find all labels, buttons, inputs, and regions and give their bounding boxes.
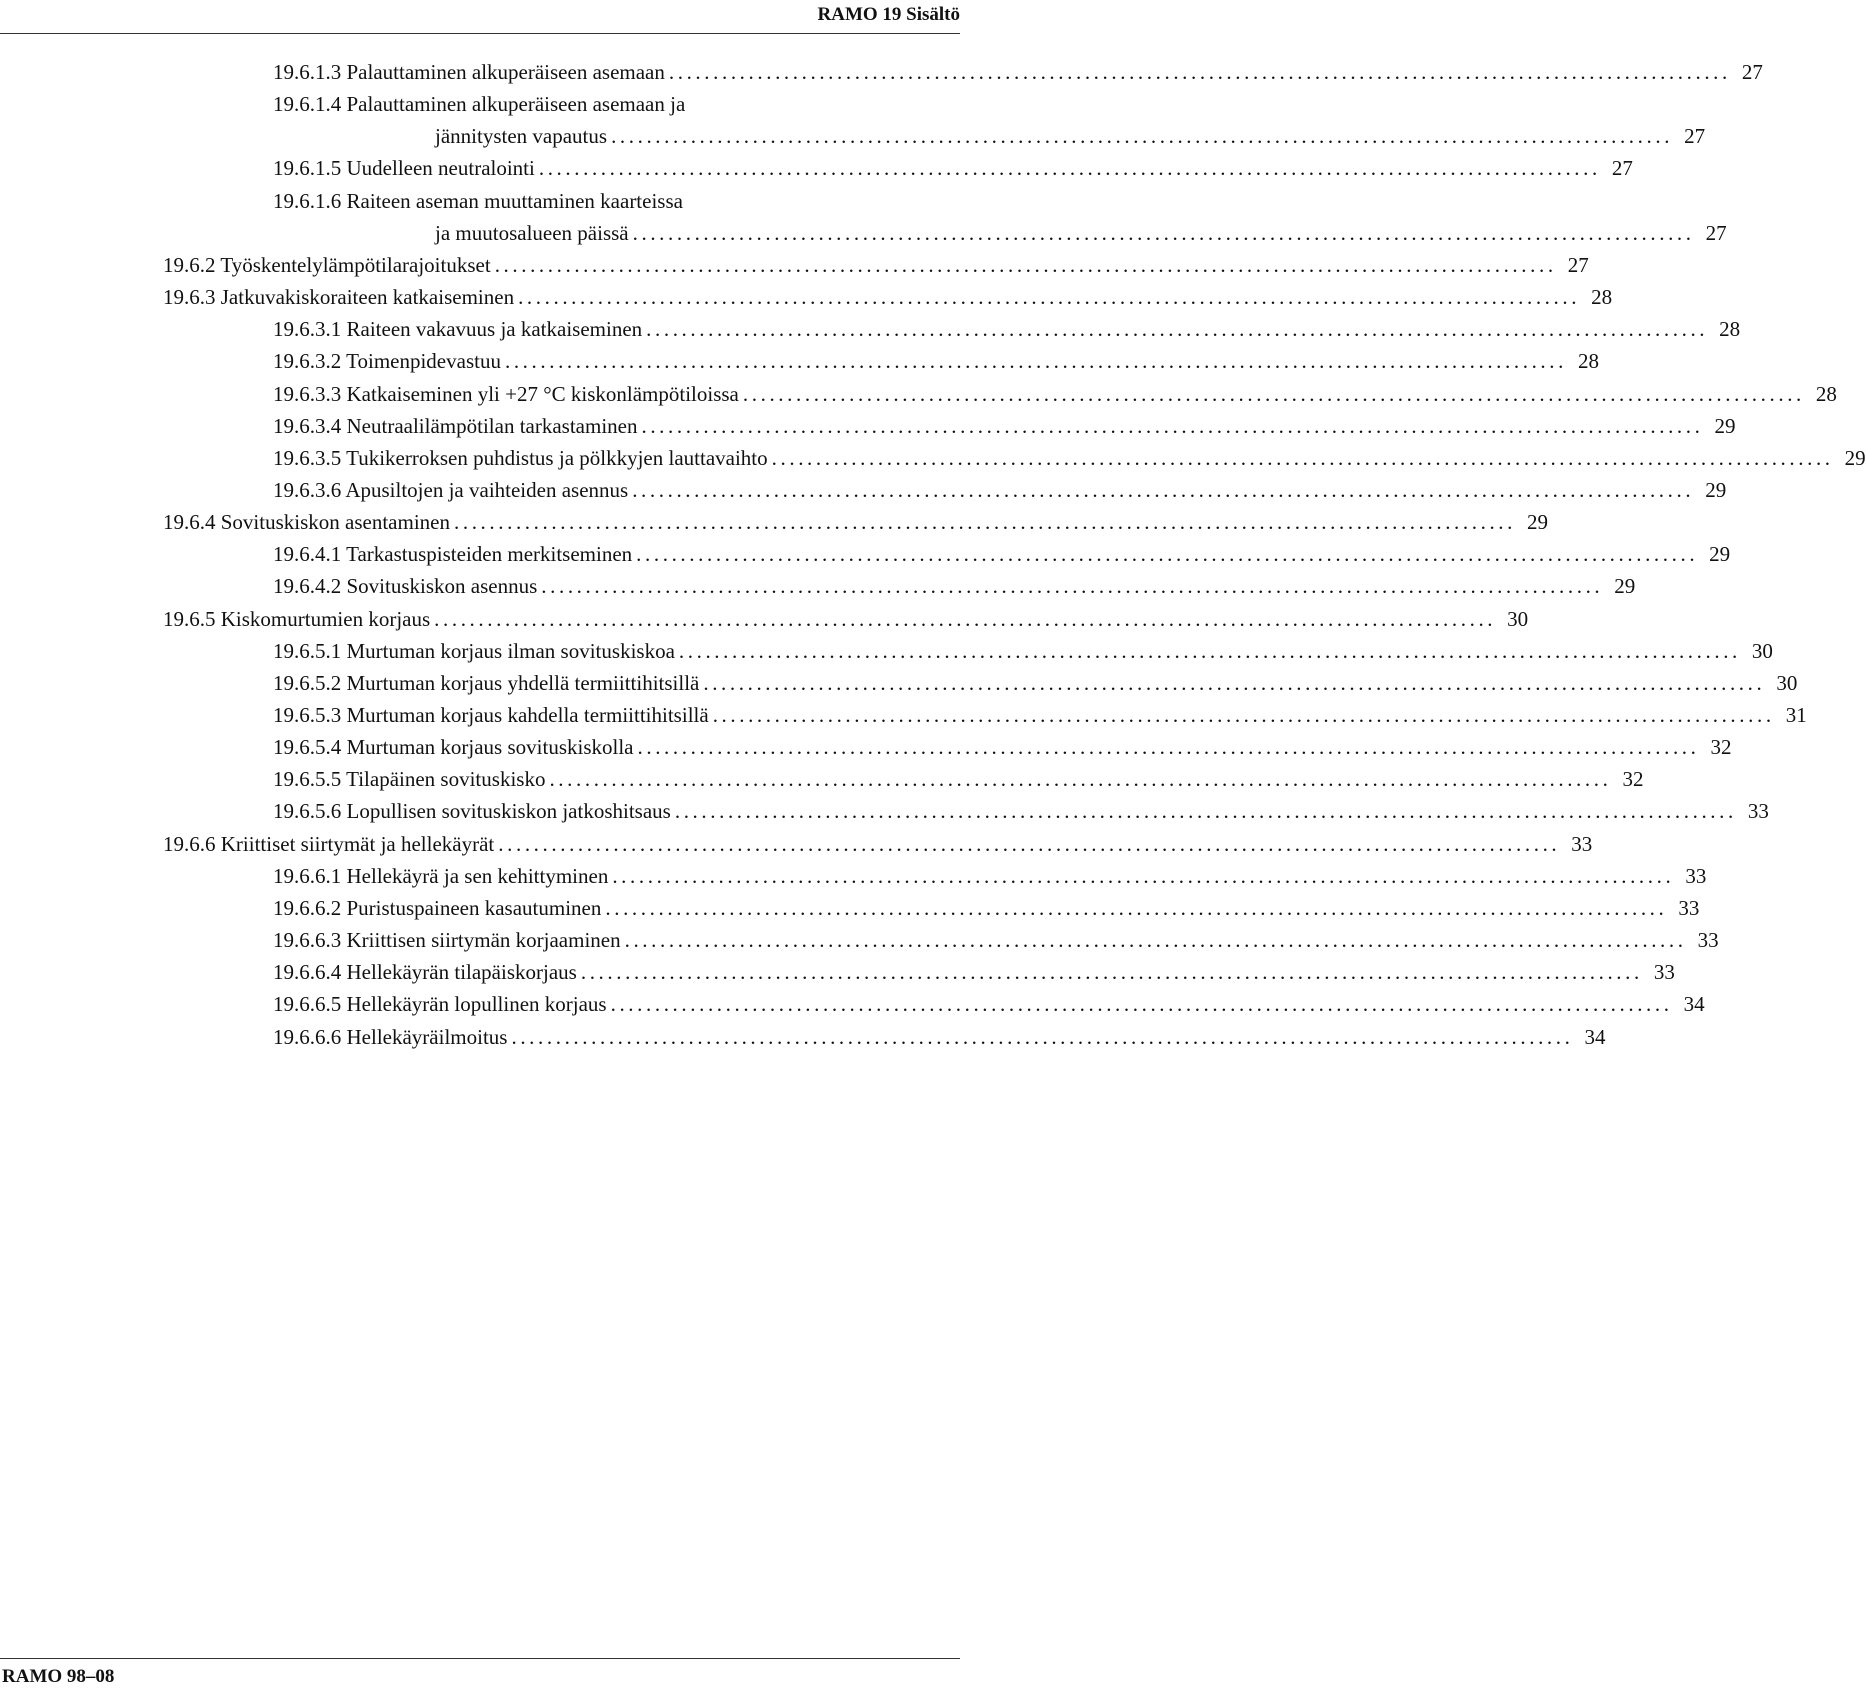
dot-leader: ........................................................................................................................ (611, 124, 1674, 149)
toc-entry-text: 19.6.1.3 Palauttaminen alkuperäiseen asemaan (273, 60, 665, 84)
dot-leader: ........................................................................................................................ (549, 767, 1612, 792)
toc-entry-continuation (0, 217, 1727, 249)
toc-page-number: 33 (1678, 895, 1700, 920)
toc-entry-text: 19.6.6.1 Hellekäyrä ja sen kehittyminen (273, 863, 609, 888)
toc-page-number: 33 (1685, 863, 1707, 888)
toc-page-number: 28 (1719, 317, 1741, 342)
toc-entry-text: 19.6.1.5 Uudelleen neutralointi (273, 156, 535, 181)
running-footer: RAMO 98–08 (2, 1666, 115, 1687)
toc-page-number: 30 (1776, 670, 1798, 695)
toc-page-number: 28 (1591, 285, 1613, 310)
toc-entry-text: jännitysten vapautus (435, 124, 608, 149)
toc-page-number: 27 (1684, 124, 1706, 149)
dot-leader: ........................................................................................................................ (541, 574, 1604, 599)
toc-entry-text: 19.6.5.3 Murtuman korjaus kahdella termiittihitsillä (273, 703, 709, 727)
toc-entry-continuation (0, 120, 1706, 152)
dot-leader: ........................................................................................................................ (610, 992, 1673, 1017)
dot-leader: ........................................................................................................................ (580, 960, 1643, 985)
toc-entry-text: 19.6.4 Sovituskiskon asentaminen (163, 510, 450, 535)
toc-entry (0, 378, 1837, 410)
toc-entry-text: 19.6.5.5 Tilapäinen sovituskisko (273, 767, 546, 792)
toc-entry (0, 924, 1719, 956)
header-rule (0, 33, 960, 34)
toc-page-number: 30 (1751, 638, 1773, 663)
toc-entry-text: 19.6.6 Kriittiset siirtymät ja hellekäyrät (163, 831, 495, 856)
toc-page-number: 32 (1710, 735, 1732, 760)
toc-entry (0, 635, 1773, 667)
dot-leader: ........................................................................................................................ (632, 477, 1695, 502)
toc-entry-text: 19.6.4.2 Sovituskiskon asennus (273, 574, 538, 599)
toc-entry-text: 19.6.4.1 Tarkastuspisteiden merkitseminen (273, 542, 633, 567)
dot-leader: ........................................................................................................................ (624, 928, 1687, 953)
toc-entry (0, 442, 1866, 474)
toc-page-number: 31 (1785, 703, 1807, 727)
footer-rule (0, 1658, 960, 1659)
toc-entry (0, 152, 1633, 184)
dot-leader: ........................................................................................................................ (703, 670, 1766, 695)
toc-entry (0, 56, 1763, 88)
dot-leader: ........................................................................................................................ (636, 542, 1699, 567)
toc-entry-text: ja muutosalueen päissä (435, 220, 629, 245)
toc-page-number: 29 (1614, 574, 1636, 599)
toc-entry-text: 19.6.3 Jatkuvakiskoraiteen katkaiseminen (163, 285, 515, 310)
toc-page-number: 29 (1527, 510, 1548, 535)
toc-page-number: 34 (1584, 1024, 1606, 1049)
dot-leader: ........................................................................................................................ (712, 703, 1775, 727)
dot-leader: ........................................................................................................................ (641, 413, 1704, 438)
dot-leader: ........................................................................................................................ (742, 381, 1805, 406)
dot-leader: ........................................................................................................................ (678, 638, 1741, 663)
toc-entry-text: 19.6.3.2 Toimenpidevastuu (273, 349, 501, 374)
dot-leader: ........................................................................................................................ (434, 606, 1497, 631)
toc-entry (0, 860, 1707, 892)
toc-page-number: 33 (1571, 831, 1593, 856)
toc-page-number: 34 (1683, 992, 1705, 1017)
toc-page-number: 33 (1653, 960, 1675, 985)
toc-entry-text: 19.6.1.6 Raiteen aseman muuttaminen kaarteissa (273, 188, 683, 213)
toc-entry (0, 474, 1727, 506)
dot-leader: ........................................................................................................................ (674, 799, 1737, 824)
toc-page-number: 27 (1567, 252, 1589, 277)
toc-entry (0, 956, 1675, 988)
toc-entry (0, 988, 1705, 1020)
running-header: RAMO 19 Sisältö (817, 4, 960, 25)
toc-entry-text: 19.6.3.6 Apusiltojen ja vaihteiden asennus (273, 477, 629, 502)
toc-entry-text: 19.6.5.4 Murtuman korjaus sovituskiskolla (273, 735, 634, 760)
toc-entry (0, 795, 1769, 827)
toc-entry-text: 19.6.6.2 Puristuspaineen kasautuminen (273, 895, 602, 920)
toc-entry-text: 19.6.6.4 Hellekäyrän tilapäiskorjaus (273, 960, 577, 985)
toc-entry (0, 249, 1589, 281)
toc-entry (0, 1021, 1606, 1053)
toc-entry (0, 345, 1599, 377)
toc-page-number: 33 (1747, 799, 1769, 824)
toc-entry (0, 185, 960, 217)
toc-page-number: 28 (1577, 349, 1599, 374)
toc-entry (0, 667, 1798, 699)
dot-leader: ........................................................................................................................ (538, 156, 1601, 181)
dot-leader: ........................................................................................................................ (605, 895, 1668, 920)
toc-entry (0, 88, 960, 120)
toc-page-number: 27 (1705, 220, 1727, 245)
dot-leader: ........................................................................................................................ (632, 220, 1695, 245)
toc-entry (0, 731, 1732, 763)
toc-entry-text: 19.6.5.6 Lopullisen sovituskiskon jatkoshitsaus (273, 799, 671, 824)
toc-page-number: 32 (1622, 767, 1644, 792)
toc-page-number: 29 (1705, 477, 1727, 502)
dot-leader: ........................................................................................................................ (637, 735, 1700, 760)
toc-entry (0, 313, 1741, 345)
toc-entry-text: 19.6.2 Työskentelylämpötilarajoitukset (163, 252, 491, 277)
toc-entry (0, 892, 1700, 924)
toc-entry (0, 603, 1529, 635)
dot-leader: ........................................................................................................................ (518, 285, 1581, 310)
toc-page-number: 33 (1697, 928, 1719, 953)
dot-leader: ........................................................................................................................ (771, 445, 1834, 470)
toc-page-number: 30 (1507, 606, 1529, 631)
toc-entry-text: 19.6.5 Kiskomurtumien korjaus (163, 606, 431, 631)
dot-leader: ........................................................................................................................ (612, 863, 1675, 888)
toc-entry-text: 19.6.3.4 Neutraalilämpötilan tarkastaminen (273, 413, 638, 438)
toc-entry-text: 19.6.1.4 Palauttaminen alkuperäiseen asemaan ja (273, 92, 686, 117)
dot-leader: ........................................................................................................................ (668, 60, 1731, 84)
dot-leader: ........................................................................................................................ (454, 510, 1516, 535)
toc-entry-text: 19.6.3.3 Katkaiseminen yli +27 °C kiskonlämpötiloissa (273, 381, 739, 406)
dot-leader: ........................................................................................................................ (504, 349, 1567, 374)
toc-entry-text: 19.6.3.1 Raiteen vakavuus ja katkaiseminen (273, 317, 643, 342)
toc-entry-text: 19.6.6.6 Hellekäyräilmoitus (273, 1024, 508, 1049)
toc-entry (0, 828, 1593, 860)
toc-entry-text: 19.6.5.2 Murtuman korjaus yhdellä termiittihitsillä (273, 670, 700, 695)
toc-entry (0, 570, 1636, 602)
toc-entry-text: 19.6.6.5 Hellekäyrän lopullinen korjaus (273, 992, 607, 1017)
toc-entry (0, 410, 1736, 442)
dot-leader: ........................................................................................................................ (511, 1024, 1574, 1049)
toc-entry-text: 19.6.3.5 Tukikerroksen puhdistus ja pölkkyjen lauttavaihto (273, 445, 768, 470)
toc-page-number: 27 (1611, 156, 1633, 181)
toc-entry (0, 763, 1644, 795)
toc-entry (0, 506, 1548, 538)
toc-entry-text: 19.6.6.3 Kriittisen siirtymän korjaaminen (273, 928, 621, 953)
dot-leader: ........................................................................................................................ (494, 252, 1557, 277)
toc-page-number: 28 (1815, 381, 1837, 406)
toc-page-number: 29 (1844, 445, 1866, 470)
dot-leader: ........................................................................................................................ (498, 831, 1561, 856)
dot-leader: ........................................................................................................................ (646, 317, 1709, 342)
toc-entry-text: 19.6.5.1 Murtuman korjaus ilman sovituskiskoa (273, 638, 675, 663)
toc-entry (0, 281, 1613, 313)
toc-entry (0, 699, 1807, 731)
toc-entry (0, 538, 1731, 570)
toc-page-number: 29 (1714, 413, 1736, 438)
toc-page-number: 27 (1741, 60, 1763, 84)
toc-page-number: 29 (1709, 542, 1731, 567)
